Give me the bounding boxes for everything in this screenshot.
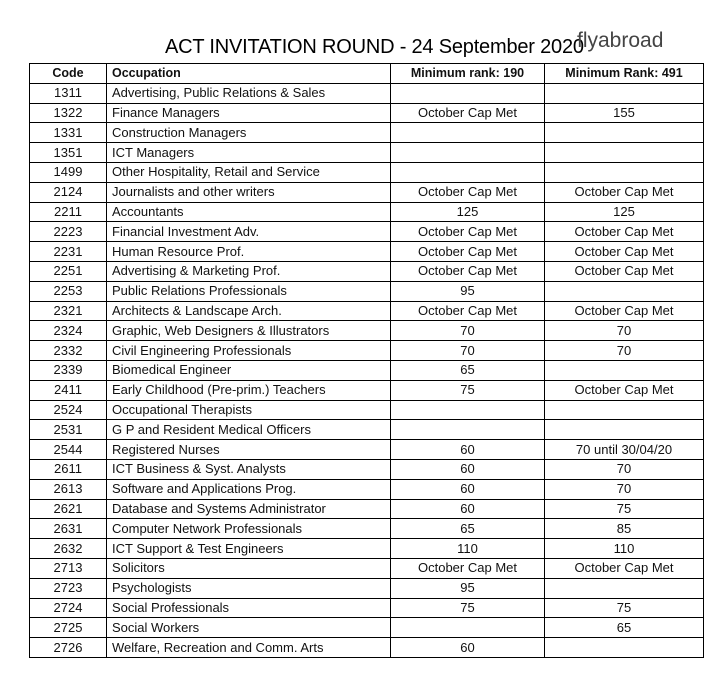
rank-190-cell: October Cap Met [391, 301, 545, 321]
table-row [30, 440, 704, 460]
rank-190-cell [391, 420, 545, 440]
occupation-cell: Software and Applications Prog. [107, 479, 391, 499]
rank-190-cell: 60 [391, 479, 545, 499]
rank-491-cell: October Cap Met [545, 301, 704, 321]
table-row [30, 618, 704, 638]
table-row [30, 479, 704, 499]
table-body [30, 83, 704, 657]
table-row [30, 598, 704, 618]
rank-491-cell [545, 123, 704, 143]
rank-491-cell: 70 [545, 321, 704, 341]
rank-190-cell: 60 [391, 459, 545, 479]
rank-190-cell: October Cap Met [391, 261, 545, 281]
rank-491-cell [545, 420, 704, 440]
rank-190-cell: 60 [391, 499, 545, 519]
column-header-code: Code [30, 64, 107, 84]
rank-190-cell [391, 400, 545, 420]
rank-491-cell [545, 578, 704, 598]
code-cell: 1311 [30, 83, 107, 103]
rank-190-cell: October Cap Met [391, 182, 545, 202]
occupation-cell: Social Workers [107, 618, 391, 638]
rank-190-cell [391, 143, 545, 163]
rank-190-cell: October Cap Met [391, 242, 545, 262]
occupation-cell: Advertising, Public Relations & Sales [107, 83, 391, 103]
document-title: ACT INVITATION ROUND - 24 September 2020 [165, 36, 584, 58]
rank-190-cell [391, 123, 545, 143]
rank-190-cell [391, 618, 545, 638]
rank-190-cell: 65 [391, 519, 545, 539]
table-row [30, 301, 704, 321]
occupation-cell: Occupational Therapists [107, 400, 391, 420]
occupation-cell: Construction Managers [107, 123, 391, 143]
occupation-cell: Journalists and other writers [107, 182, 391, 202]
table-row [30, 420, 704, 440]
code-cell: 2723 [30, 578, 107, 598]
code-cell: 2211 [30, 202, 107, 222]
rank-491-cell [545, 162, 704, 182]
occupation-cell: Early Childhood (Pre-prim.) Teachers [107, 380, 391, 400]
rank-491-cell: 155 [545, 103, 704, 123]
code-cell: 2223 [30, 222, 107, 242]
code-cell: 1322 [30, 103, 107, 123]
occupation-cell: Human Resource Prof. [107, 242, 391, 262]
table-row [30, 360, 704, 380]
table-row [30, 578, 704, 598]
rank-491-cell: October Cap Met [545, 380, 704, 400]
table-row [30, 162, 704, 182]
occupation-cell: Public Relations Professionals [107, 281, 391, 301]
rank-190-cell: 75 [391, 380, 545, 400]
code-cell: 2324 [30, 321, 107, 341]
rank-491-cell: 70 [545, 479, 704, 499]
code-cell: 2339 [30, 360, 107, 380]
table-row [30, 638, 704, 658]
rank-491-cell [545, 638, 704, 658]
code-cell: 2124 [30, 182, 107, 202]
code-cell: 1331 [30, 123, 107, 143]
table-row [30, 182, 704, 202]
code-cell: 1351 [30, 143, 107, 163]
occupation-cell: Social Professionals [107, 598, 391, 618]
occupation-cell: Database and Systems Administrator [107, 499, 391, 519]
rank-491-cell [545, 281, 704, 301]
rank-190-cell: 125 [391, 202, 545, 222]
rank-491-cell: October Cap Met [545, 261, 704, 281]
table-header-row [30, 64, 704, 84]
occupation-cell: Architects & Landscape Arch. [107, 301, 391, 321]
rank-491-cell: 125 [545, 202, 704, 222]
occupation-cell: Finance Managers [107, 103, 391, 123]
rank-190-cell: October Cap Met [391, 103, 545, 123]
rank-491-cell [545, 400, 704, 420]
column-header-occupation: Occupation [107, 64, 391, 84]
rank-190-cell: 75 [391, 598, 545, 618]
rank-491-cell: 70 [545, 341, 704, 361]
code-cell: 2411 [30, 380, 107, 400]
rank-190-cell: 65 [391, 360, 545, 380]
rank-491-cell [545, 360, 704, 380]
column-header-rank-491: Minimum Rank: 491 [545, 64, 704, 84]
occupation-cell: Biomedical Engineer [107, 360, 391, 380]
rank-491-cell: October Cap Met [545, 222, 704, 242]
rank-190-cell: 70 [391, 341, 545, 361]
rank-190-cell: 95 [391, 578, 545, 598]
code-cell: 2724 [30, 598, 107, 618]
rank-190-cell: 60 [391, 440, 545, 460]
table-row [30, 499, 704, 519]
rank-491-cell: 110 [545, 539, 704, 559]
code-cell: 2544 [30, 440, 107, 460]
code-cell: 2524 [30, 400, 107, 420]
table-row [30, 400, 704, 420]
occupation-cell: Accountants [107, 202, 391, 222]
rank-190-cell: 60 [391, 638, 545, 658]
table-row [30, 103, 704, 123]
table-row [30, 222, 704, 242]
code-cell: 2725 [30, 618, 107, 638]
rank-491-cell [545, 143, 704, 163]
code-cell: 2713 [30, 558, 107, 578]
occupation-cell: Financial Investment Adv. [107, 222, 391, 242]
occupation-cell: ICT Managers [107, 143, 391, 163]
rank-190-cell [391, 83, 545, 103]
occupation-cell: Other Hospitality, Retail and Service [107, 162, 391, 182]
rank-491-cell [545, 83, 704, 103]
code-cell: 2621 [30, 499, 107, 519]
code-cell: 2631 [30, 519, 107, 539]
table-row [30, 143, 704, 163]
code-cell: 2632 [30, 539, 107, 559]
brand-watermark: flyabroad [577, 29, 664, 52]
code-cell: 2531 [30, 420, 107, 440]
occupation-cell: ICT Business & Syst. Analysts [107, 459, 391, 479]
occupation-cell: Advertising & Marketing Prof. [107, 261, 391, 281]
code-cell: 1499 [30, 162, 107, 182]
table-row [30, 558, 704, 578]
rank-190-cell: 110 [391, 539, 545, 559]
column-header-rank-190: Minimum rank: 190 [391, 64, 545, 84]
table-row [30, 281, 704, 301]
occupation-cell: Civil Engineering Professionals [107, 341, 391, 361]
occupation-cell: Solicitors [107, 558, 391, 578]
table-row [30, 123, 704, 143]
code-cell: 2332 [30, 341, 107, 361]
occupation-cell: Computer Network Professionals [107, 519, 391, 539]
rank-491-cell: 75 [545, 598, 704, 618]
occupation-cell: ICT Support & Test Engineers [107, 539, 391, 559]
invitation-table [29, 63, 704, 658]
occupation-cell: Graphic, Web Designers & Illustrators [107, 321, 391, 341]
rank-491-cell: 85 [545, 519, 704, 539]
rank-491-cell: October Cap Met [545, 182, 704, 202]
code-cell: 2253 [30, 281, 107, 301]
code-cell: 2613 [30, 479, 107, 499]
rank-491-cell: October Cap Met [545, 242, 704, 262]
rank-190-cell: 70 [391, 321, 545, 341]
rank-491-cell: 65 [545, 618, 704, 638]
table-row [30, 380, 704, 400]
rank-190-cell: October Cap Met [391, 222, 545, 242]
table-row [30, 321, 704, 341]
table-row [30, 242, 704, 262]
code-cell: 2321 [30, 301, 107, 321]
rank-190-cell: October Cap Met [391, 558, 545, 578]
occupation-cell: Registered Nurses [107, 440, 391, 460]
rank-491-cell: 75 [545, 499, 704, 519]
rank-190-cell [391, 162, 545, 182]
table-row [30, 519, 704, 539]
code-cell: 2726 [30, 638, 107, 658]
table-row [30, 539, 704, 559]
code-cell: 2251 [30, 261, 107, 281]
occupation-cell: Psychologists [107, 578, 391, 598]
table-row [30, 83, 704, 103]
occupation-cell: Welfare, Recreation and Comm. Arts [107, 638, 391, 658]
occupation-cell: G P and Resident Medical Officers [107, 420, 391, 440]
table-row [30, 261, 704, 281]
table-row [30, 459, 704, 479]
code-cell: 2231 [30, 242, 107, 262]
rank-491-cell: October Cap Met [545, 558, 704, 578]
code-cell: 2611 [30, 459, 107, 479]
rank-491-cell: 70 until 30/04/20 [545, 440, 704, 460]
rank-190-cell: 95 [391, 281, 545, 301]
rank-491-cell: 70 [545, 459, 704, 479]
table-row [30, 202, 704, 222]
table-row [30, 341, 704, 361]
